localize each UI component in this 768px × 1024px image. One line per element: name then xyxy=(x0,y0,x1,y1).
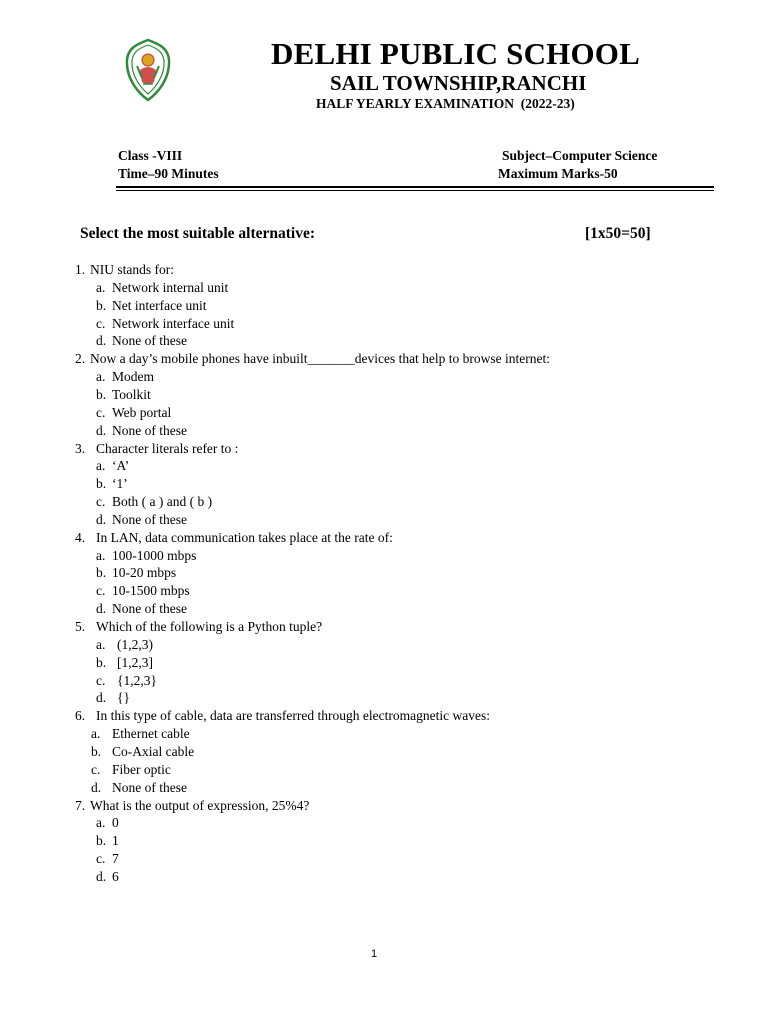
question-text: Character literals refer to : xyxy=(96,440,239,456)
option-letter: d. xyxy=(96,868,107,884)
option-letter: d. xyxy=(96,690,107,706)
option-text: None of these xyxy=(112,601,187,617)
school-crest-logo xyxy=(125,38,171,102)
question-number: 6. xyxy=(75,708,86,724)
question-number: 3. xyxy=(75,440,86,456)
time-label: Time–90 Minutes xyxy=(118,166,219,181)
option-text: Modem xyxy=(112,369,154,385)
option-letter: a. xyxy=(96,547,106,563)
option-text: 10-1500 mbps xyxy=(112,583,190,599)
header-divider-thin xyxy=(116,190,714,191)
option-text: None of these xyxy=(112,333,187,349)
option-letter: c. xyxy=(96,583,106,599)
option-text: Network interface unit xyxy=(112,315,235,331)
option-letter: a. xyxy=(96,369,106,385)
option-letter: c. xyxy=(96,851,106,867)
option-text: Both ( a ) and ( b ) xyxy=(112,494,213,510)
option-letter: b. xyxy=(96,654,107,670)
option-letter: b. xyxy=(96,297,107,313)
option-text: [1,2,3] xyxy=(117,654,153,670)
option-letter: b. xyxy=(91,743,102,759)
option-text: Fiber optic xyxy=(112,761,171,777)
option-text: ‘A’ xyxy=(112,458,130,474)
max-marks-label: Maximum Marks-50 xyxy=(498,166,618,181)
option-letter: c. xyxy=(96,404,106,420)
option-letter: a. xyxy=(96,636,106,652)
option-letter: d. xyxy=(91,779,102,795)
page-number: 1 xyxy=(371,948,378,960)
option-text: 1 xyxy=(112,833,119,849)
option-letter: c. xyxy=(91,761,101,777)
option-text: None of these xyxy=(112,511,187,527)
option-letter: b. xyxy=(96,386,107,402)
option-letter: a. xyxy=(96,279,106,295)
exam-title: HALF YEARLY EXAMINATION (2022-23) xyxy=(316,96,575,111)
option-text: Web portal xyxy=(112,404,172,420)
option-letter: d. xyxy=(96,333,107,349)
option-text: Toolkit xyxy=(112,386,151,402)
option-text: 10-20 mbps xyxy=(112,565,177,581)
subject-label: Subject–Computer Science xyxy=(502,148,658,163)
question-number: 5. xyxy=(75,619,86,634)
option-text: 7 xyxy=(112,851,119,867)
marks-scheme: [1x50=50] xyxy=(585,225,651,242)
option-letter: c. xyxy=(96,315,106,331)
question-number: 7. xyxy=(75,797,86,813)
question-text: What is the output of expression, 25%4? xyxy=(90,797,310,813)
option-letter: d. xyxy=(96,511,107,527)
school-name: DELHI PUBLIC SCHOOL xyxy=(271,36,640,71)
option-text: None of these xyxy=(112,779,187,795)
option-text: Co-Axial cable xyxy=(112,743,195,759)
question-text: Which of the following is a Python tuple? xyxy=(96,619,323,634)
option-text: {} xyxy=(117,690,130,706)
section-instruction: Select the most suitable alternative: xyxy=(80,225,316,242)
option-text: None of these xyxy=(112,422,187,438)
question-number: 4. xyxy=(75,529,86,545)
question-number: 1. xyxy=(75,262,86,277)
option-text: 100-1000 mbps xyxy=(112,547,197,563)
option-letter: d. xyxy=(96,601,107,617)
option-text: 6 xyxy=(112,868,119,884)
option-letter: b. xyxy=(96,476,107,492)
question-text: In this type of cable, data are transferred through electromagnetic waves: xyxy=(96,708,490,724)
option-letter: a. xyxy=(96,458,106,474)
question-number: 2. xyxy=(75,351,86,367)
option-text: Network internal unit xyxy=(112,279,229,295)
option-text: Ethernet cable xyxy=(112,726,190,742)
option-letter: b. xyxy=(96,565,107,581)
option-letter: c. xyxy=(96,494,106,510)
option-letter: c. xyxy=(96,672,106,688)
option-text: Net interface unit xyxy=(112,297,207,313)
question-text: Now a day’s mobile phones have inbuilt_______devices that help to browse internet: xyxy=(90,351,551,367)
option-letter: a. xyxy=(91,726,101,742)
option-text: (1,2,3) xyxy=(117,636,153,652)
header-divider-thick xyxy=(116,186,714,188)
question-text: In LAN, data communication takes place at the rate of: xyxy=(96,529,393,545)
class-label: Class -VIII xyxy=(118,148,183,163)
option-text: ‘1’ xyxy=(112,476,128,492)
school-location: SAIL TOWNSHIP,RANCHI xyxy=(330,71,587,95)
option-text: {1,2,3} xyxy=(117,672,157,688)
option-letter: d. xyxy=(96,422,107,438)
option-text: 0 xyxy=(112,815,119,831)
question-text: NIU stands for: xyxy=(90,262,174,277)
option-letter: b. xyxy=(96,833,107,849)
option-letter: a. xyxy=(96,815,106,831)
